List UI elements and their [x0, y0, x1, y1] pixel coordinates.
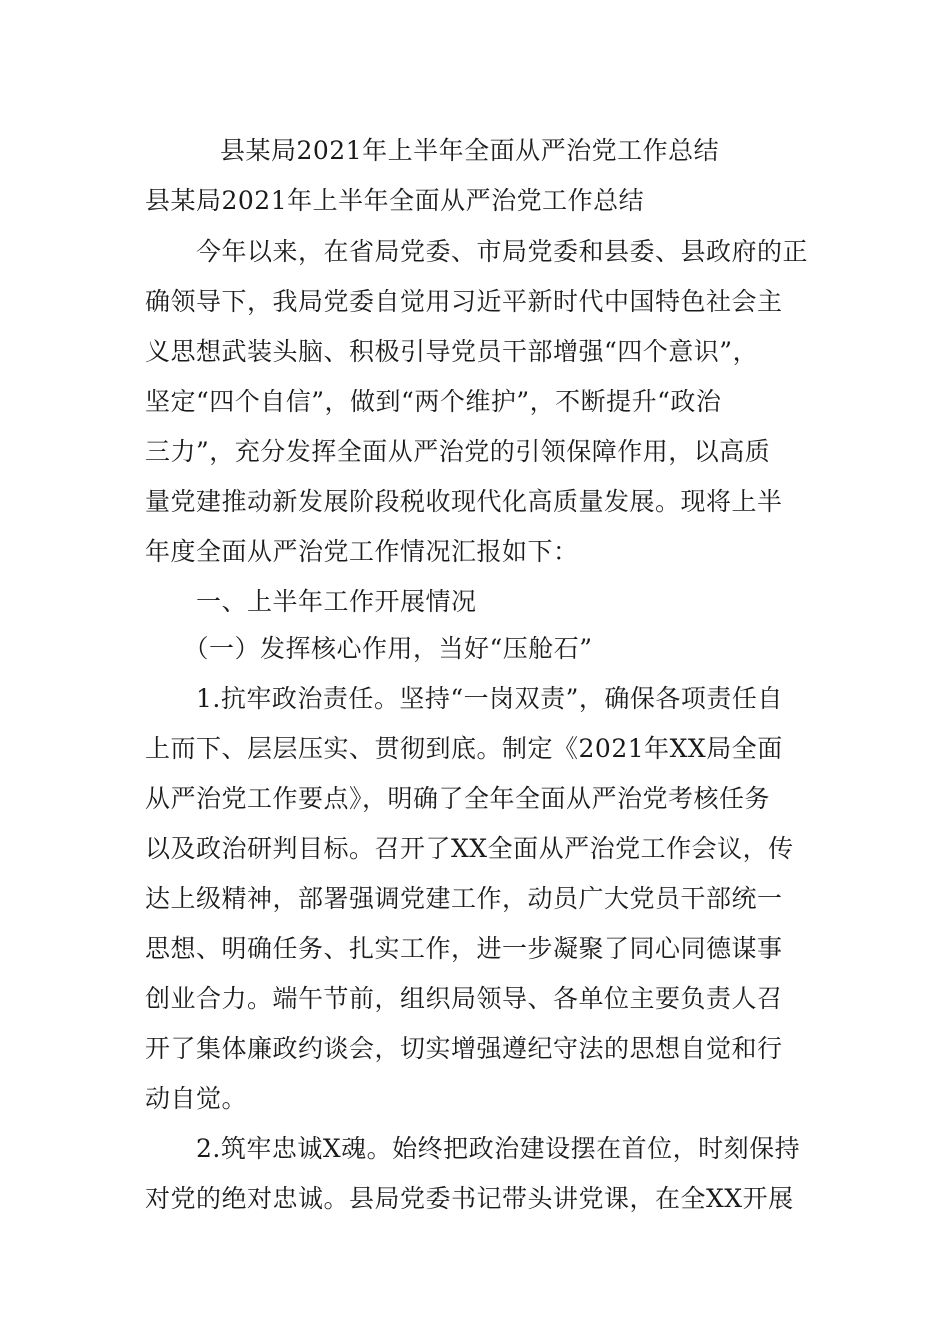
paragraph-line: 年度全面从严治党工作情况汇报如下：: [145, 537, 579, 566]
paragraph-line: 今年以来，在省局党委、市局党委和县委、县政府的正: [145, 237, 809, 266]
paragraph-line: 动自觉。: [145, 1084, 248, 1113]
paragraph-line: 1.抗牢政治责任。坚持“一岗双责”，确保各项责任自: [145, 684, 783, 713]
paragraph-line: 确领导下，我局党委自觉用习近平新时代中国特色社会主: [145, 287, 783, 316]
paragraph-line: 开了集体廉政约谈会，切实增强遵纪守法的思想自觉和行: [145, 1034, 783, 1063]
paragraph-line: 以及政治研判目标。召开了XX全面从严治党工作会议，传: [145, 834, 794, 863]
paragraph-line: 三力”，充分发挥全面从严治党的引领保障作用，以高质: [145, 437, 771, 466]
paragraph-line: 思想、明确任务、扎实工作，进一步凝聚了同心同德谋事: [145, 934, 783, 963]
paragraph-line: 创业合力。端午节前，组织局领导、各单位主要负责人召: [145, 984, 783, 1013]
document-subtitle: 县某局2021年上半年全面从严治党工作总结: [145, 186, 645, 215]
paragraph-line: 从严治党工作要点》，明确了全年全面从严治党考核任务: [145, 784, 771, 813]
paragraph-line: 上而下、层层压实、贯彻到底。制定《2021年XX局全面: [145, 734, 783, 763]
paragraph-line: 坚定“四个自信”，做到“两个维护”，不断提升“政治: [145, 387, 722, 416]
paragraph-line: 2.筑牢忠诚X魂。始终把政治建设摆在首位，时刻保持: [145, 1134, 801, 1163]
paragraph-line: 量党建推动新发展阶段税收现代化高质量发展。现将上半: [145, 487, 783, 516]
paragraph-line: 对党的绝对忠诚。县局党委书记带头讲党课，在全XX开展: [145, 1184, 794, 1213]
paragraph-line: 达上级精神，部署强调党建工作，动员广大党员干部统一: [145, 884, 783, 913]
paragraph-line: 义思想武装头脑、积极引导党员干部增强“四个意识”，: [145, 337, 759, 366]
section-heading: 一、上半年工作开展情况: [145, 587, 477, 616]
document-title: 县某局2021年上半年全面从严治党工作总结: [220, 136, 720, 165]
subsection-heading: （一）发挥核心作用，当好“压舱石”: [145, 634, 593, 663]
